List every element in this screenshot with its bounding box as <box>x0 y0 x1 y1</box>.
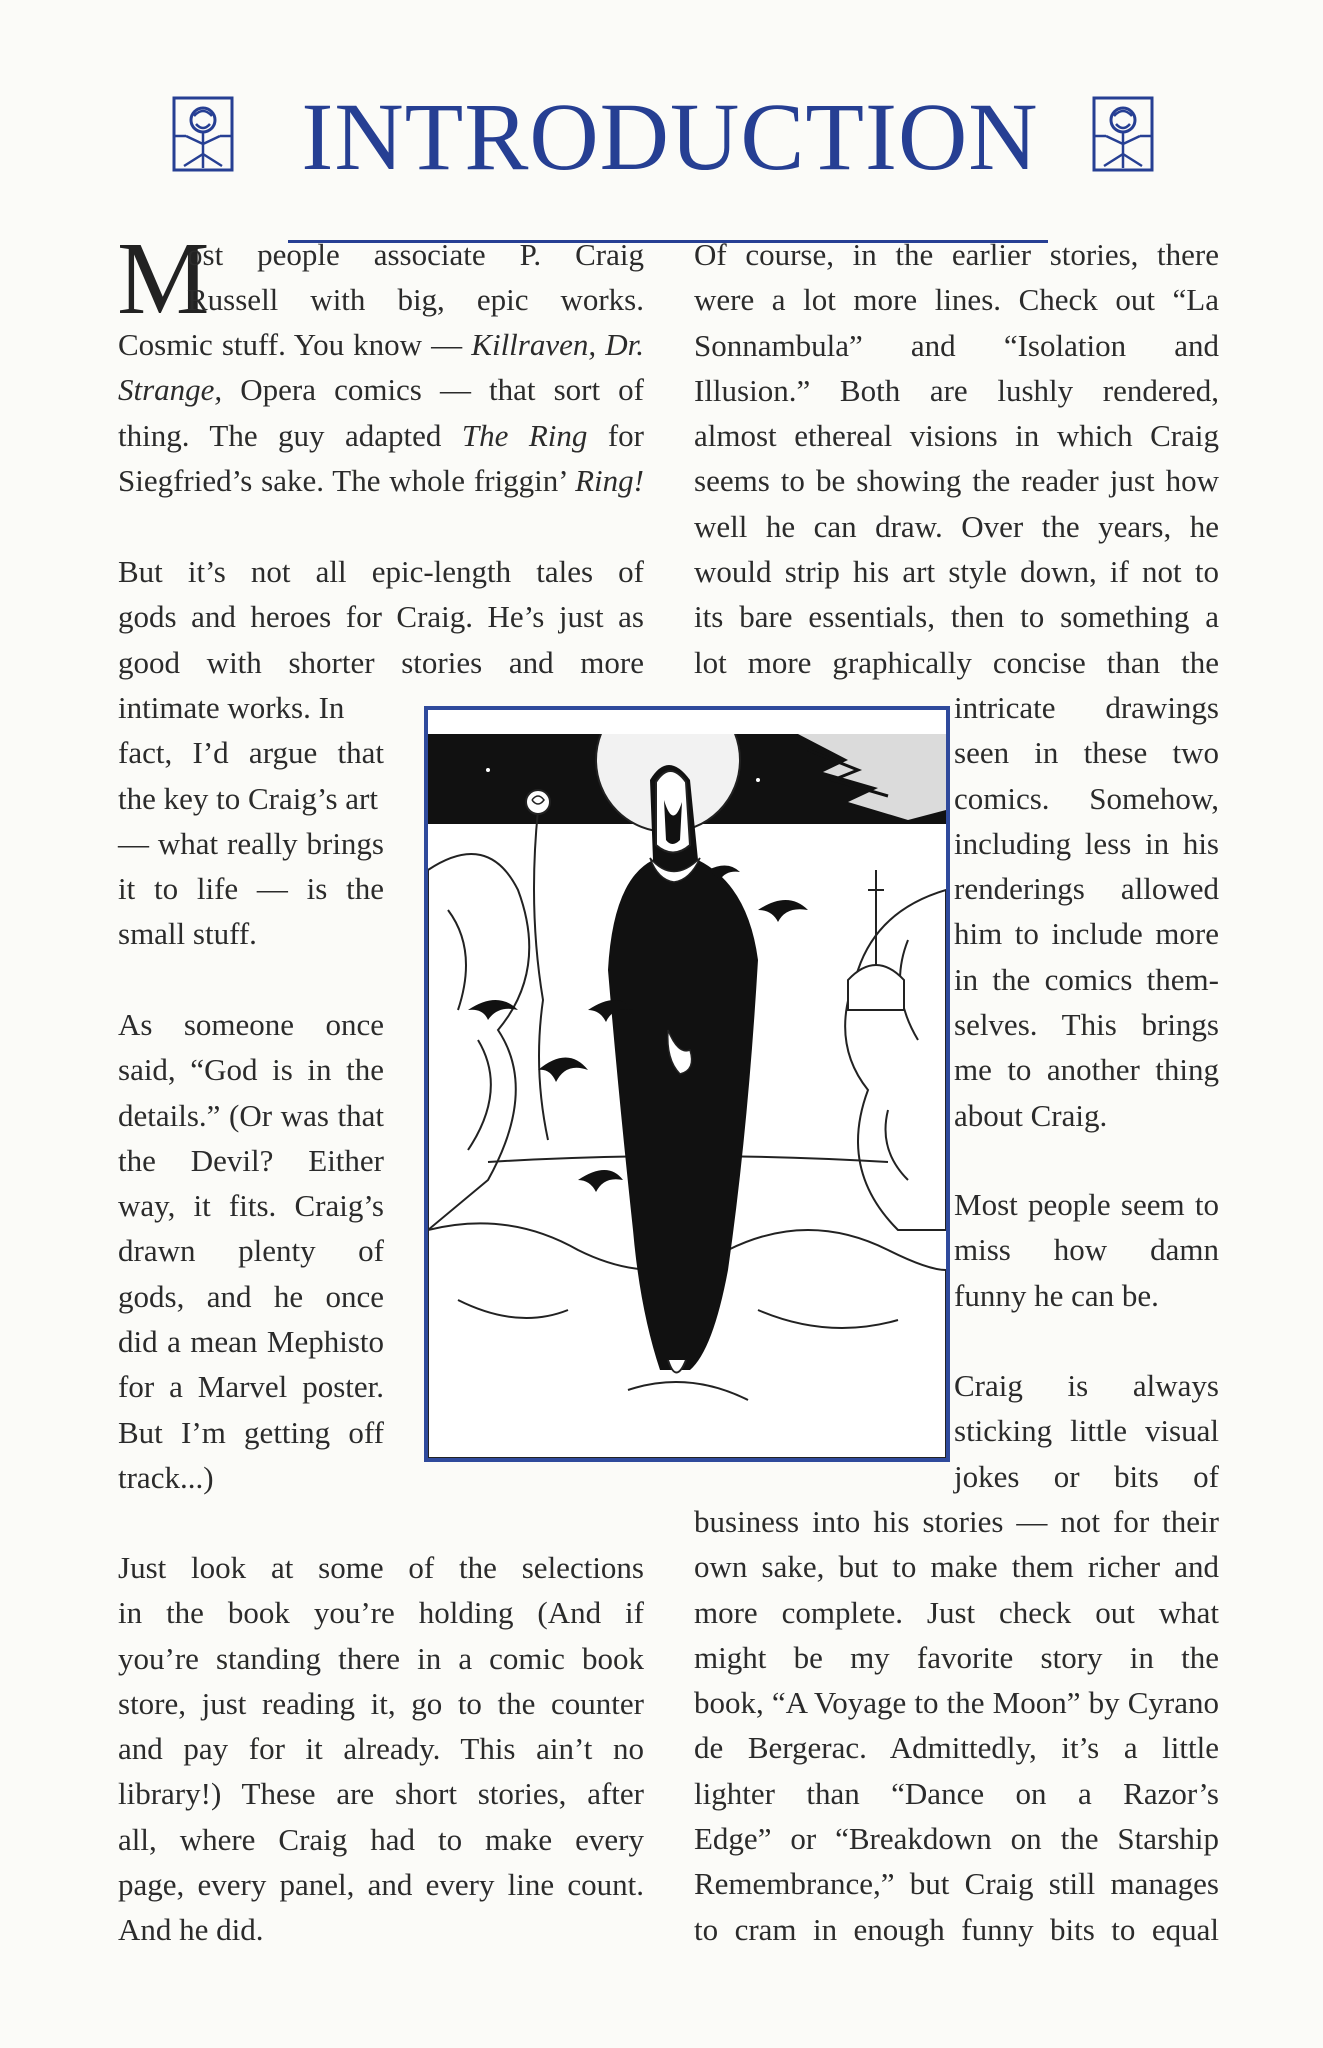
text-line: page, every panel, and every line count. <box>118 1867 644 1903</box>
text-line: intimate works. In <box>118 690 345 725</box>
rose-ornament-icon <box>1092 96 1154 172</box>
page-header <box>0 82 1323 192</box>
text-line: Edge” or “Breakdown on the Starship <box>694 1821 1219 1857</box>
text-line: But it’s not all epic-length tales of <box>118 554 644 589</box>
text-line: Strange, Opera comics — that sort of <box>118 372 644 408</box>
text-line: said, “God is in the <box>118 1052 384 1088</box>
text-line: might be my favorite story in the <box>694 1639 1219 1675</box>
text-line: comics. Somehow, <box>954 780 1219 816</box>
text-line: ost people associate P. Craig <box>187 237 644 272</box>
text-line: jokes or bits of <box>954 1458 1219 1494</box>
text-line: for a Marvel poster. <box>118 1369 384 1405</box>
text-line: As someone once <box>118 1007 384 1042</box>
text-line: well he can draw. Over the years, he <box>694 508 1219 544</box>
right-paragraph-1 <box>694 232 1219 685</box>
text-line: track...) <box>118 1459 214 1495</box>
text-line: funny he can be. <box>954 1277 1159 1313</box>
text-line: business into his stories — not for their <box>694 1504 1219 1539</box>
page-title: INTRODUCTION <box>301 83 1039 190</box>
text-line: gods and heroes for Craig. He’s just as <box>118 599 644 635</box>
text-line: book, “A Voyage to the Moon” by Cyrano <box>694 1685 1219 1721</box>
text-line: me to another thing <box>954 1052 1219 1088</box>
rose-ornament-icon <box>172 96 234 172</box>
right-paragraph-3-wrap <box>954 1363 1219 1499</box>
text-line: details.” (Or was that <box>118 1097 384 1133</box>
paragraph-2 <box>118 549 644 685</box>
paragraph-2-wrap <box>118 685 384 957</box>
text-line: lot more graphically concise than the <box>694 644 1219 680</box>
text-line: about Craig. <box>954 1097 1108 1133</box>
text-line: Craig is always <box>954 1368 1219 1403</box>
right-paragraph-2 <box>954 1182 1219 1318</box>
text-line: Of course, in the earlier stories, there <box>694 237 1219 272</box>
text-line: in the comics them- <box>954 961 1219 997</box>
text-line: own sake, but to make them richer and <box>694 1549 1219 1585</box>
text-line: way, it fits. Craig’s <box>118 1188 384 1224</box>
text-line: Just look at some of the selections <box>118 1550 644 1585</box>
text-line: did a mean Mephisto <box>118 1324 384 1360</box>
text-line: — what really brings <box>118 825 384 861</box>
text-line: its bare essentials, then to something a <box>694 599 1219 635</box>
text-line: Most people seem to <box>954 1187 1219 1222</box>
text-line: gods, and he once <box>118 1278 384 1314</box>
text-line: selves. This brings <box>954 1007 1219 1043</box>
text-line: to cram in enough funny bits to equal <box>694 1911 1219 1947</box>
text-line: renderings allowed <box>954 871 1219 907</box>
text-line: him to include more <box>954 916 1219 952</box>
paragraph-1-indented <box>187 232 644 323</box>
text-line: and pay for it already. This ain’t no <box>118 1731 644 1767</box>
text-line: intricate drawings <box>954 690 1219 725</box>
right-paragraph-1-wrap <box>954 685 1219 1138</box>
text-line: Sonnambula” and “Isolation and <box>694 327 1219 363</box>
text-line: de Bergerac. Admittedly, it’s a little <box>694 1730 1219 1766</box>
paragraph-3 <box>118 1002 384 1500</box>
text-line: And he did. <box>118 1912 264 1948</box>
illustration-frame <box>424 706 950 1462</box>
text-line: Remembrance,” but Craig still manages <box>694 1866 1219 1902</box>
text-line: small stuff. <box>118 916 257 952</box>
text-line: the key to Craig’s art <box>118 780 378 816</box>
cloaked-figure-illustration <box>428 710 946 1458</box>
text-line: were a lot more lines. Check out “La <box>694 282 1219 318</box>
text-line: thing. The guy adapted The Ring for <box>118 417 644 453</box>
text-line: good with shorter stories and more <box>118 644 644 680</box>
text-line: it to life — is the <box>118 871 384 907</box>
text-line: But I’m getting off <box>118 1414 384 1450</box>
text-line: drawn plenty of <box>118 1233 384 1269</box>
text-line: miss how damn <box>954 1232 1219 1268</box>
text-line: seen in these two <box>954 735 1219 771</box>
right-paragraph-3 <box>694 1499 1219 1952</box>
text-line: in the book you’re holding (And if <box>118 1595 644 1631</box>
text-line: almost ethereal visions in which Craig <box>694 418 1219 454</box>
paragraph-1 <box>118 322 644 503</box>
text-line: more complete. Just check out what <box>694 1594 1219 1630</box>
paragraph-4 <box>118 1545 644 1953</box>
drop-cap: M <box>117 221 210 336</box>
text-line: all, where Craig had to make every <box>118 1821 644 1857</box>
text-line: Illusion.” Both are lushly rendered, <box>694 372 1219 408</box>
text-line: Siegfried’s sake. The whole friggin’ Ring! <box>118 462 644 498</box>
text-line: Cosmic stuff. You know — Killraven, Dr. <box>118 327 644 362</box>
text-line: including less in his <box>954 825 1219 861</box>
text-line: seems to be showing the reader just how <box>694 463 1219 499</box>
text-line: you’re standing there in a comic book <box>118 1640 644 1676</box>
text-line: the Devil? Either <box>118 1142 384 1178</box>
text-line: lighter than “Dance on a Razor’s <box>694 1775 1219 1811</box>
text-line: sticking little visual <box>954 1413 1219 1449</box>
text-line: fact, I’d argue that <box>118 735 384 771</box>
text-line: Russell with big, epic works. <box>187 282 644 318</box>
text-line: store, just reading it, go to the counter <box>118 1685 644 1721</box>
text-line: would strip his art style down, if not to <box>694 554 1219 590</box>
text-line: library!) These are short stories, after <box>118 1776 644 1812</box>
